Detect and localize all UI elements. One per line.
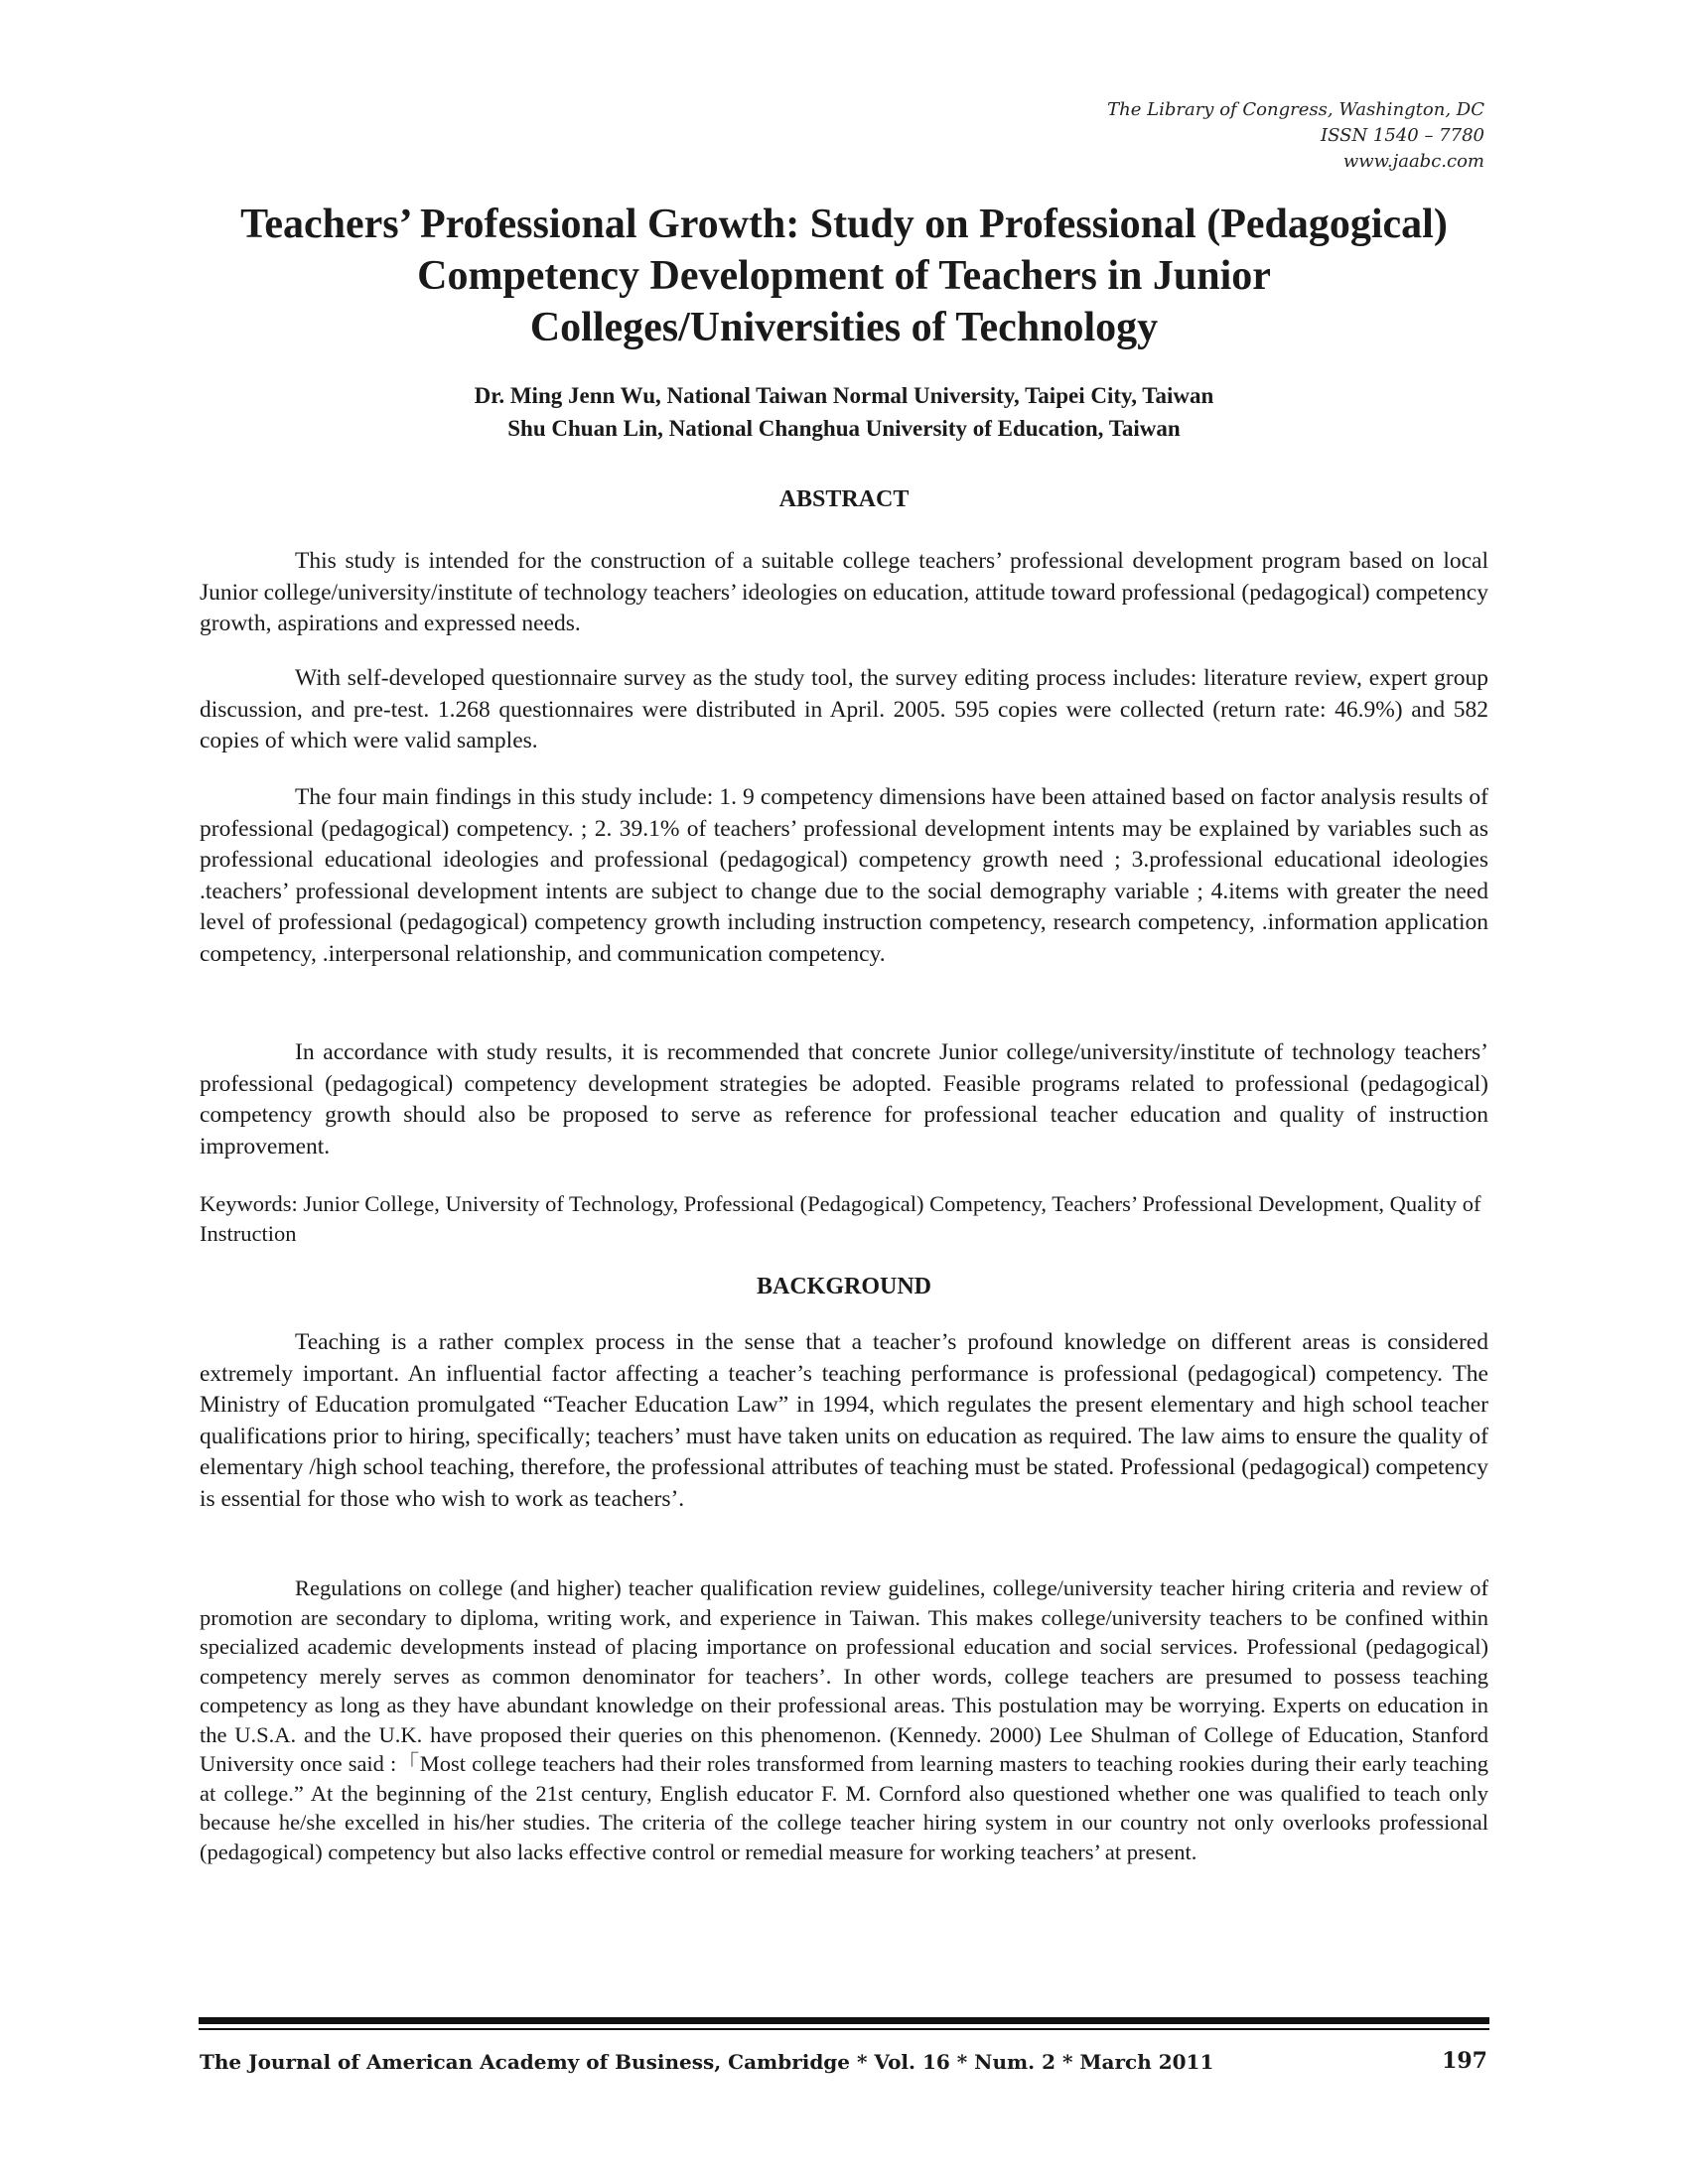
issn-line: ISSN 1540 – 7780 xyxy=(1321,125,1484,146)
abstract-paragraph-3: The four main findings in this study include: 1. 9 competency dimensions have been attained based on factor analysis results of professional (pedagogical) competency. ; 2. 39.1% of teachers’ professional development intents may be explained by variables such as professional educational ideologies and professional (pedagogical) competency growth need ; 3.professional educational ideologies .teachers’ professional development intents are subject to change due to the social demography variable ; 4.items with greater the need level of professional (pedagogical) competency growth including instruction competency, research competency, .information application competency, .interpersonal relationship, and communication competency. xyxy=(200,784,1488,967)
website-line: www.jaabc.com xyxy=(1342,151,1484,172)
keywords: Keywords: Junior College, University of Technology, Professional (Pedagogical) Competency, Teachers’ Professional Development, Quality of Instruction xyxy=(200,1191,1481,1246)
background-heading: BACKGROUND xyxy=(756,1274,931,1299)
footer-journal-citation: The Journal of American Academy of Business, Cambridge * Vol. 16 * Num. 2 * March 2011 xyxy=(200,2050,1214,2074)
publication-info xyxy=(1107,97,1484,175)
background-paragraph-2: Regulations on college (and higher) teacher qualification review guidelines, college/university teacher hiring criteria and review of promotion are secondary to diploma, writing work, and experience in Taiwan. This makes college/university teachers to be confined within specialized academic developments instead of placing importance on professional education and social services. Professional (pedagogical) competency merely serves as common denominator for teachers’. In other words, college teachers are presumed to possess teaching competency as long as they have abundant knowledge on their professional areas. This postulation may be worrying. Experts on education in the U.S.A. and the U.K. have proposed their queries on this phenomenon. (Kennedy. 2000) Lee Shulman of College of Education, Stanford University once said :「Most college teachers had their roles transformed from learning masters to teaching rookies during their early teaching at college.” At the beginning of the 21st century, English educator F. M. Cornford also questioned whether one was qualified to teach only because he/she excelled in his/her studies. The criteria of the college teacher hiring system in our country not only overlooks professional (pedagogical) competency but also lacks effective control or remedial measure for working teachers’ at present. xyxy=(200,1575,1488,1864)
abstract-heading: ABSTRACT xyxy=(778,486,910,512)
page-number: 197 xyxy=(1442,2048,1487,2074)
title-line-2: Competency Development of Teachers in Junior xyxy=(417,253,1271,299)
abstract-paragraph-2: With self-developed questionnaire survey as the study tool, the survey editing process includes: literature review, expert group discussion, and pre-test. 1.268 questionnaires were distributed in April. 2005. 595 copies were collected (return rate: 46.9%) and 582 copies of which were valid samples. xyxy=(200,665,1488,753)
publisher-line: The Library of Congress, Washington, DC xyxy=(1107,99,1484,120)
footer-rule-thin xyxy=(199,2028,1489,2030)
title-line-3: Colleges/Universities of Technology xyxy=(529,305,1159,350)
footer-rule-thick xyxy=(199,2017,1489,2024)
abstract-paragraph-1: This study is intended for the construction of a suitable college teachers’ professional development program based on local Junior college/university/institute of technology teachers’ ideologies on education, attitude toward professional (pedagogical) competency growth, aspirations and expressed needs. xyxy=(200,548,1488,636)
paper-title xyxy=(159,199,1529,353)
title-line-1: Teachers’ Professional Growth: Study on Professional (Pedagogical) xyxy=(240,202,1448,247)
author-2: Shu Chuan Lin, National Changhua University of Education, Taiwan xyxy=(507,416,1181,441)
author-1: Dr. Ming Jenn Wu, National Taiwan Normal University, Taipei City, Taiwan xyxy=(474,383,1214,408)
background-paragraph-1: Teaching is a rather complex process in the sense that a teacher’s profound knowledge on different areas is considered extremely important. An influential factor affecting a teacher’s teaching performance is professional (pedagogical) competency. The Ministry of Education promulgated “Teacher Education Law” in 1994, which regulates the present elementary and high school teacher qualifications prior to hiring, specifically; teachers’ must have taken units on education as required. The law aims to ensure the quality of elementary /high school teaching, therefore, the professional attributes of teaching must be stated. Professional (pedagogical) competency is essential for those who wish to work as teachers’. xyxy=(200,1329,1488,1512)
author-block xyxy=(159,379,1529,445)
abstract-paragraph-4: In accordance with study results, it is recommended that concrete Junior college/university/institute of technology teachers’ professional (pedagogical) competency development strategies be adopted. Feasible programs related to professional (pedagogical) competency growth should also be proposed to serve as reference for professional teacher education and quality of instruction improvement. xyxy=(200,1039,1488,1160)
